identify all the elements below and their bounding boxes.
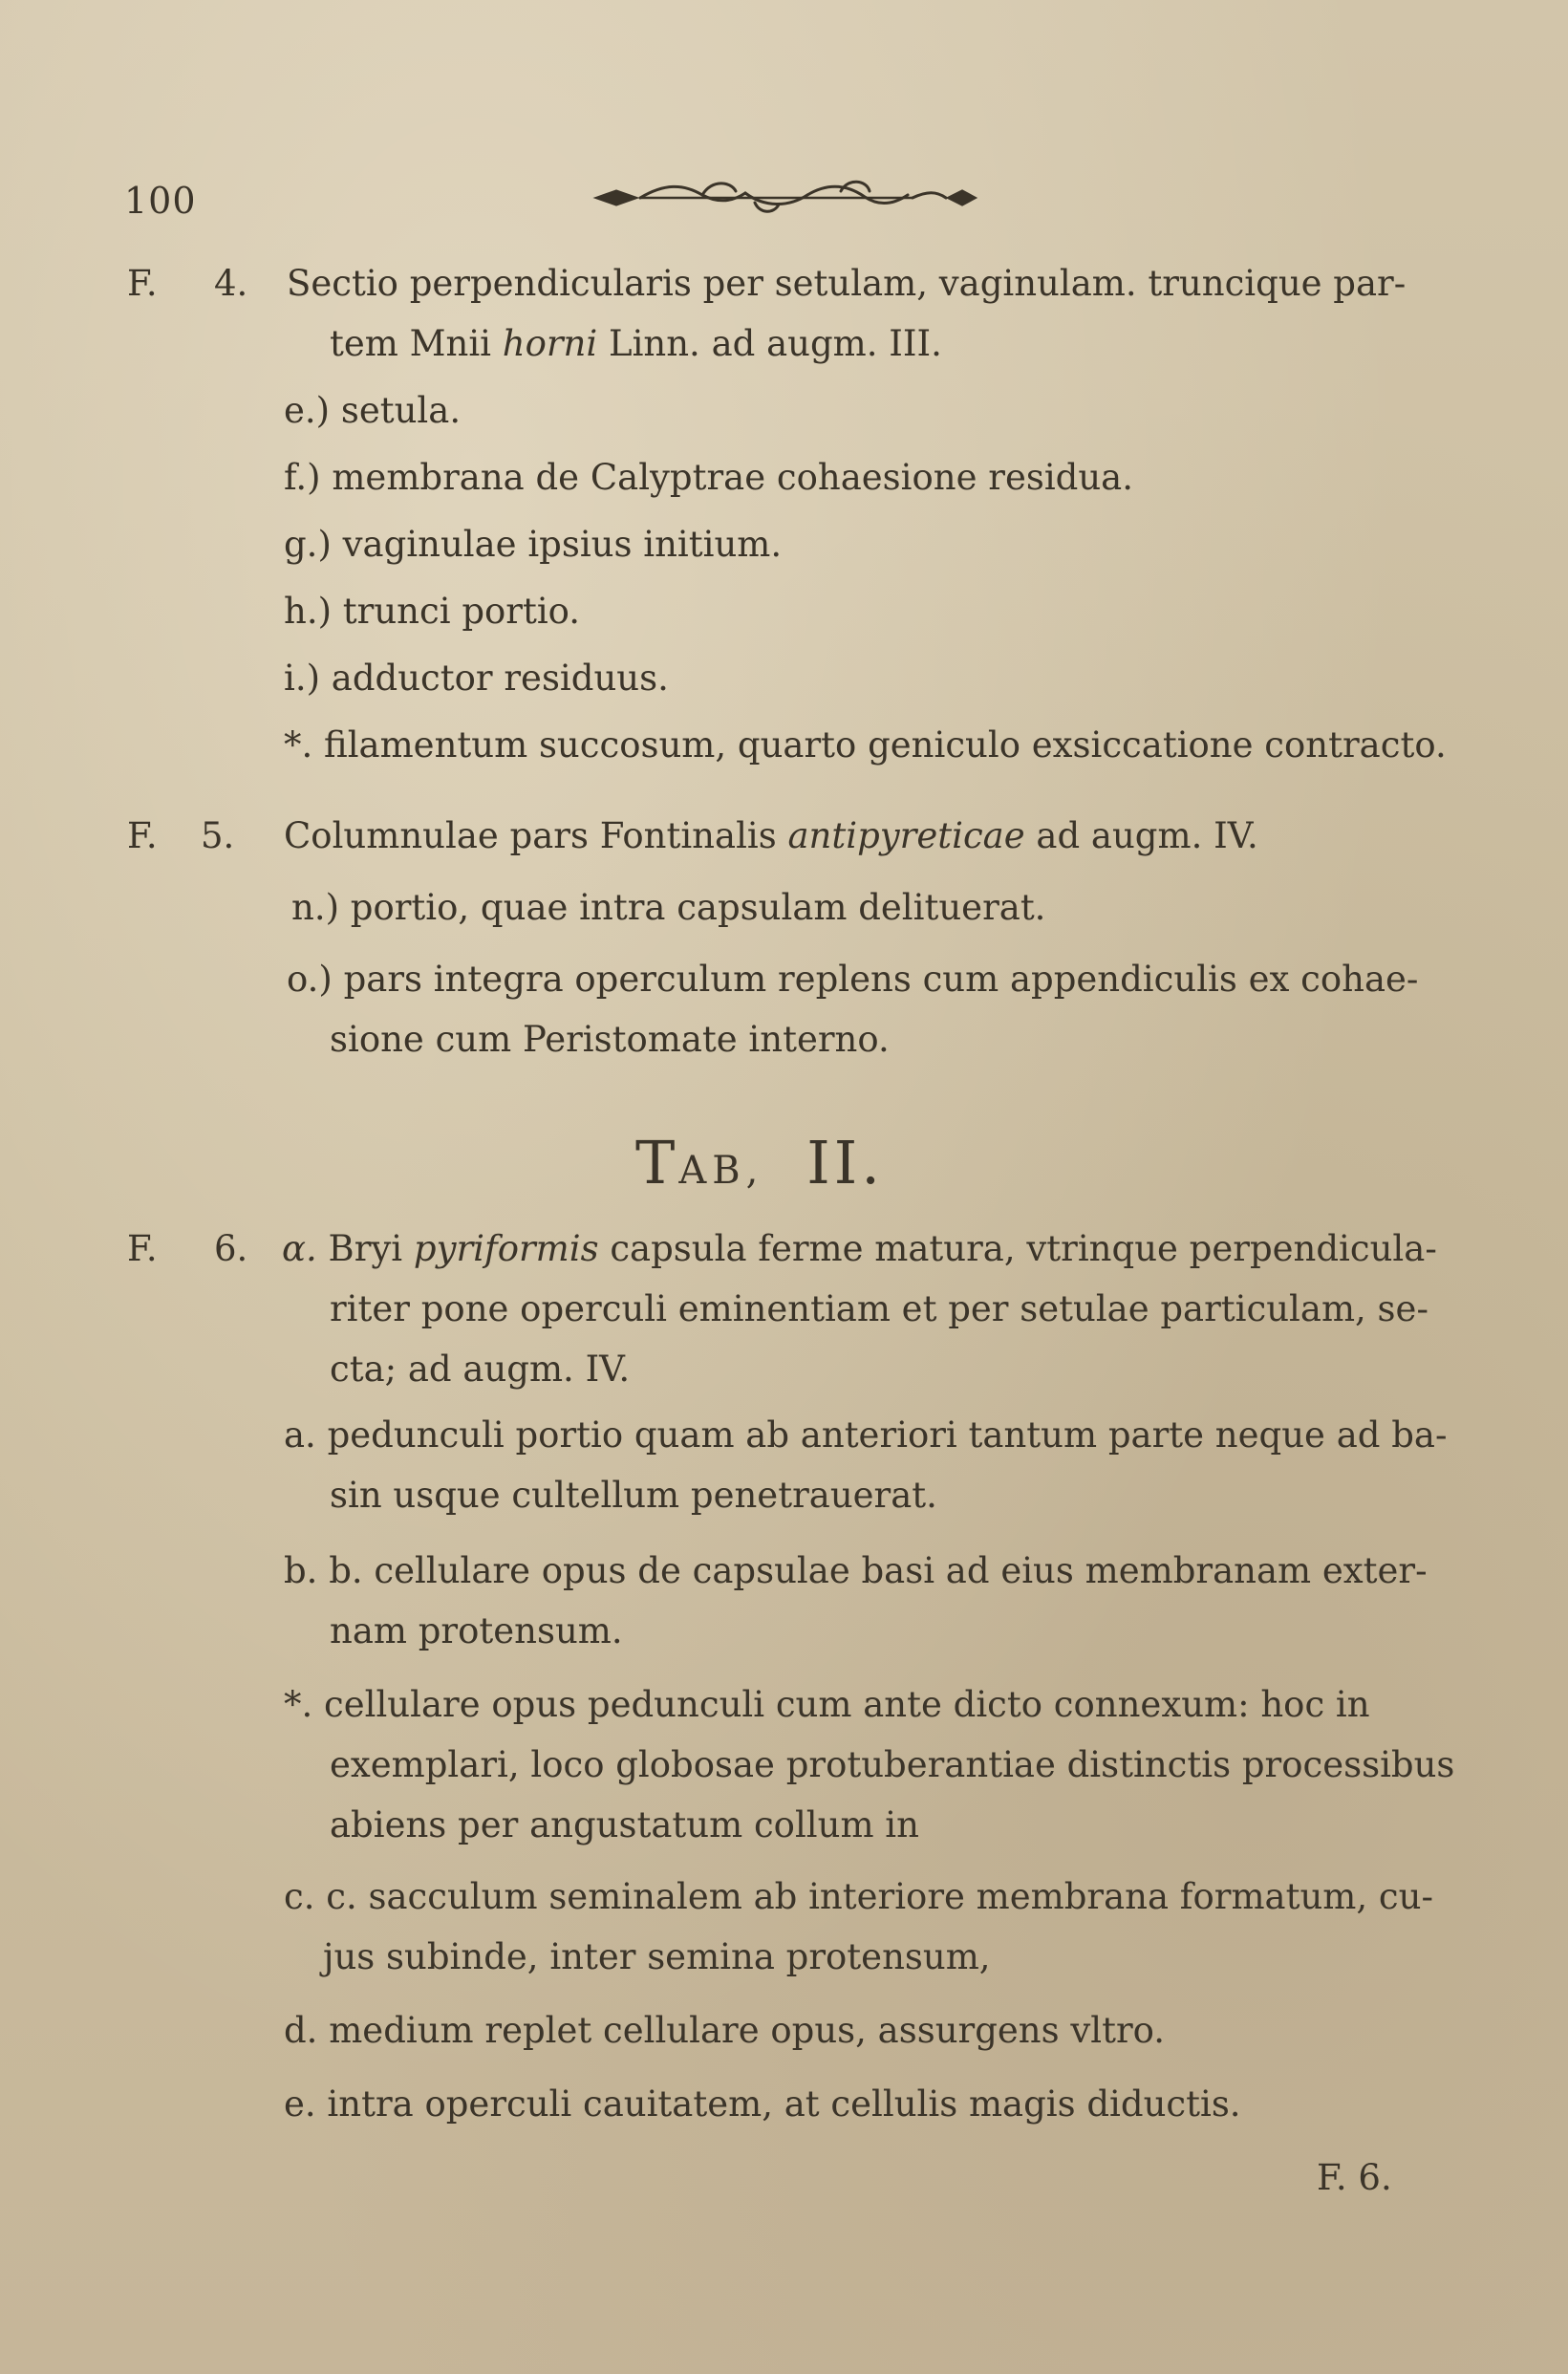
text-line: cta; ad augm. IV. (330, 1349, 631, 1390)
catchword: F. 6. (1317, 2157, 1392, 2198)
legend-item: i.) adductor residuus. (284, 658, 669, 699)
fig-number: 6. (214, 1228, 248, 1269)
ornament-icon (588, 174, 979, 222)
text-line: Sectio perpendicularis per setulam, vaginulam. truncique par- (287, 263, 1407, 304)
legend-item: o.) pars integra operculum replens cum appendiculis ex cohae- (287, 959, 1419, 1000)
legend-item: *. cellulare opus pedunculi cum ante dicto connexum: hoc in (284, 1684, 1370, 1725)
plate-title: TAB, II. (635, 1128, 884, 1198)
legend-item: e. intra operculi cauitatem, at cellulis magis diductis. (284, 2083, 1241, 2125)
legend-item: exemplari, loco globosae protuberantiae distinctis processibus (330, 1744, 1455, 1785)
fig-number: 5. (201, 815, 235, 856)
fig-label: F. (127, 815, 158, 856)
legend-item: sin usque cultellum penetrauerat. (330, 1475, 937, 1516)
legend-item: n.) portio, quae intra capsulam delituerat. (291, 887, 1046, 928)
text-line: Columnulae pars Fontinalis antipyreticae ad augm. IV. (284, 815, 1258, 856)
legend-item: sione cum Peristomate interno. (330, 1019, 890, 1060)
legend-item: e.) setula. (284, 390, 462, 431)
legend-item: c. c. sacculum seminalem ab interiore membrana formatum, cu- (284, 1876, 1433, 1917)
fig-label: F. (127, 1228, 158, 1269)
legend-item: h.) trunci portio. (284, 591, 581, 632)
legend-item: jus subinde, inter semina protensum, (323, 1936, 991, 1977)
text-line: α. Bryi pyriformis capsula ferme matura, vtrinque perpendicula- (282, 1228, 1437, 1269)
legend-item: b. b. cellulare opus de capsulae basi ad eius membranam exter- (284, 1550, 1428, 1591)
legend-item: d. medium replet cellulare opus, assurgens vltro. (284, 2010, 1166, 2051)
fig-label: F. (127, 263, 158, 304)
legend-item: *. filamentum succosum, quarto geniculo exsiccatione contracto. (284, 724, 1447, 766)
fig-number: 4. (214, 263, 248, 304)
text-line: riter pone operculi eminentiam et per setulae particulam, se- (330, 1288, 1428, 1329)
legend-item: a. pedunculi portio quam ab anteriori tantum parte neque ad ba- (284, 1414, 1448, 1456)
text-line: tem Mnii horni Linn. ad augm. III. (330, 323, 942, 364)
page-number: 100 (124, 180, 197, 222)
legend-item: g.) vaginulae ipsius initium. (284, 524, 783, 565)
legend-item: f.) membrana de Calyptrae cohaesione residua. (284, 457, 1133, 498)
legend-item: nam protensum. (330, 1610, 623, 1651)
legend-item: abiens per angustatum collum in (330, 1804, 919, 1845)
